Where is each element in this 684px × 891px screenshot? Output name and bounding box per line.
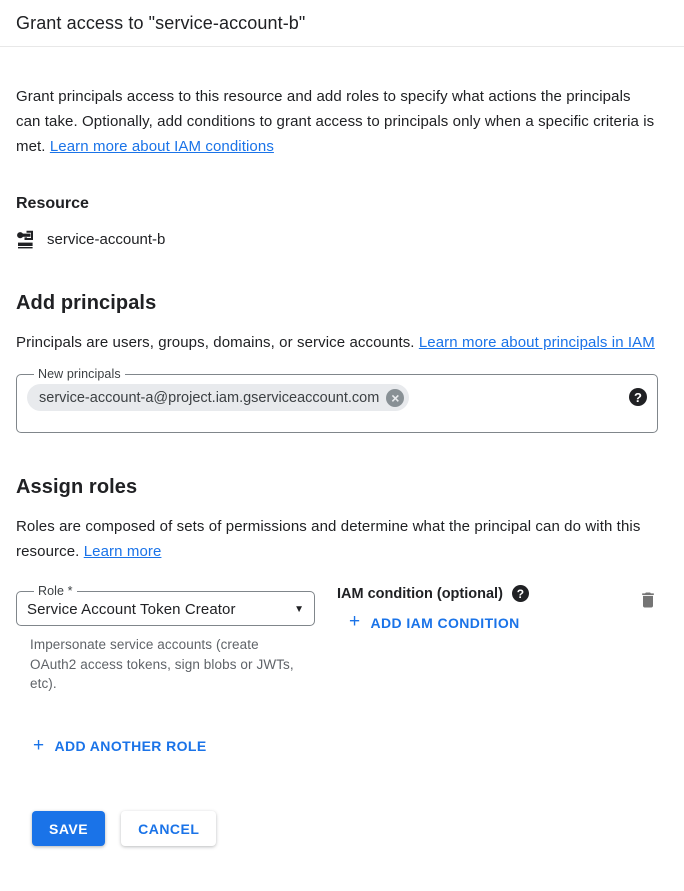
roles-learn-more-link[interactable]: Learn more [83,543,162,560]
delete-role-button[interactable] [638,589,658,611]
principals-help-icon[interactable]: ? [629,388,647,406]
principals-description-text: Principals are users, groups, domains, or service accounts. [16,334,415,351]
trash-icon [638,589,658,611]
role-helper-text: Impersonate service accounts (create OAuth2 access tokens, sign blobs or JWTs, etc). [30,637,294,691]
add-iam-condition-label: ADD IAM CONDITION [370,614,520,631]
dialog-content [0,84,684,846]
role-column [16,584,315,694]
resource-name: service-account-b [47,231,166,248]
role-select-inner [27,601,304,618]
assign-roles-heading: Assign roles [16,476,138,498]
role-select-value: Service Account Token Creator [27,601,236,618]
intro-text: Grant principals access to this resource and add roles to specify what actions the principals can take. Optionally, add conditions to grant access to principals only when a specific criteria is met. [16,88,655,155]
iam-condition-label-row [337,585,529,602]
new-principals-inner [27,383,647,411]
principal-chip-label: service-account-a@project.iam.gserviceaccount.com [39,389,380,406]
dialog-title: Grant access to "service-account-b" [16,13,306,33]
iam-condition-column [337,584,529,633]
add-principals-heading: Add principals [16,292,157,314]
dialog-header [0,0,684,47]
service-account-icon [16,230,37,249]
resource-heading: Resource [16,195,89,212]
principals-description [16,330,658,355]
principals-learn-more-link[interactable]: Learn more about principals in IAM [418,334,655,351]
add-another-role-label: ADD ANOTHER ROLE [54,738,207,754]
chip-remove-icon[interactable]: × [386,389,404,407]
new-principals-field[interactable] [16,367,658,433]
role-select-label: Role * [38,584,73,598]
roles-description-text: Roles are composed of sets of permissions and determine what the principal can do with this resource. [16,518,641,560]
add-iam-condition-button[interactable] [349,613,520,632]
cancel-button[interactable]: CANCEL [121,811,216,846]
resource-row [16,230,658,249]
role-select[interactable] [16,584,315,626]
save-button[interactable]: SAVE [32,811,105,846]
roles-description [16,514,658,564]
iam-condition-label: IAM condition (optional) [337,585,503,602]
intro-paragraph [16,84,658,159]
role-row [16,584,658,694]
chevron-down-icon: ▼ [294,604,304,615]
plus-icon: + [349,611,361,632]
new-principals-label: New principals [38,367,121,381]
principal-chip[interactable] [27,384,409,411]
iam-condition-help-icon[interactable]: ? [512,585,529,602]
plus-icon: + [33,734,45,756]
add-another-role-button[interactable] [33,734,207,756]
dialog-footer [16,811,658,846]
iam-conditions-link[interactable]: Learn more about IAM conditions [49,138,274,155]
